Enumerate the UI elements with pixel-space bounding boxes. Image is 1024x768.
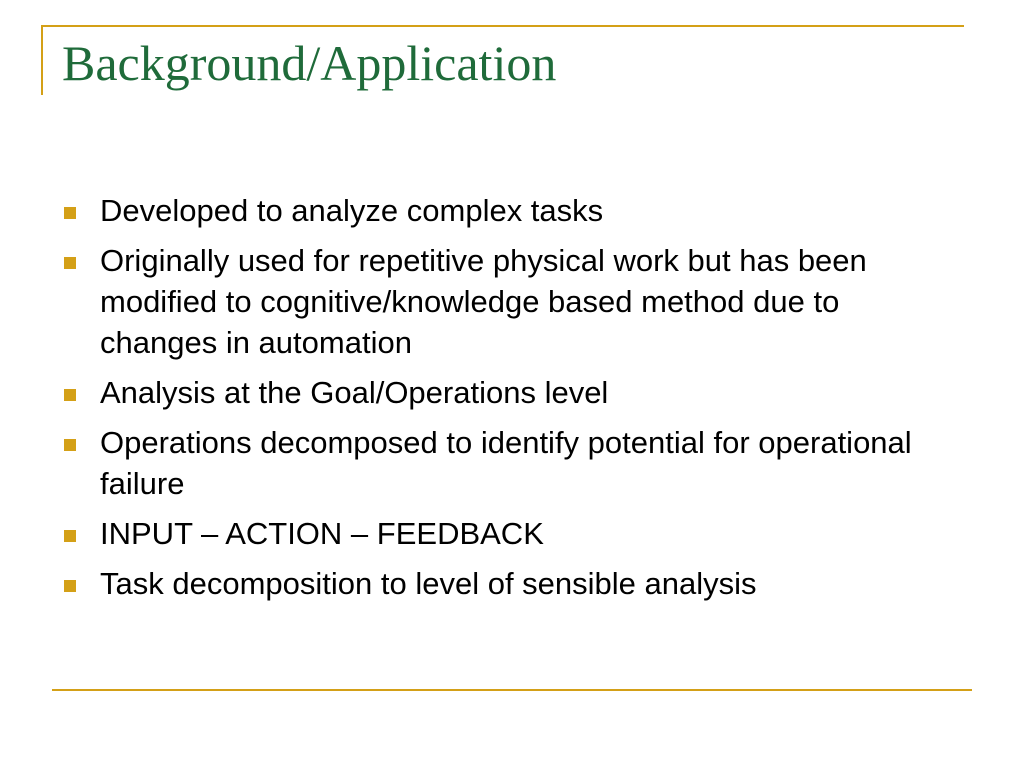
bullet-text: Operations decomposed to identify potential for operational failure <box>100 425 912 501</box>
square-bullet-icon <box>64 257 76 269</box>
bullet-text: Task decomposition to level of sensible analysis <box>100 566 757 601</box>
bullet-text: INPUT – ACTION – FEEDBACK <box>100 516 544 551</box>
bullet-item <box>62 190 962 231</box>
bullet-item <box>62 372 962 413</box>
square-bullet-icon <box>64 580 76 592</box>
bullet-item <box>62 422 962 504</box>
frame-top-rule <box>41 25 964 27</box>
frame-bottom-rule <box>52 689 972 691</box>
bullet-item <box>62 240 962 363</box>
bullet-list <box>62 190 962 613</box>
square-bullet-icon <box>64 530 76 542</box>
bullet-item <box>62 513 962 554</box>
slide-title: Background/Application <box>62 35 557 91</box>
bullet-text: Developed to analyze complex tasks <box>100 193 604 228</box>
square-bullet-icon <box>64 207 76 219</box>
bullet-text: Analysis at the Goal/Operations level <box>100 375 609 410</box>
square-bullet-icon <box>64 389 76 401</box>
square-bullet-icon <box>64 439 76 451</box>
bullet-item <box>62 563 962 604</box>
bullet-text: Originally used for repetitive physical work but has been modified to cognitive/knowledge based method due to changes in automation <box>100 243 867 360</box>
frame-vertical-rule <box>41 25 43 95</box>
